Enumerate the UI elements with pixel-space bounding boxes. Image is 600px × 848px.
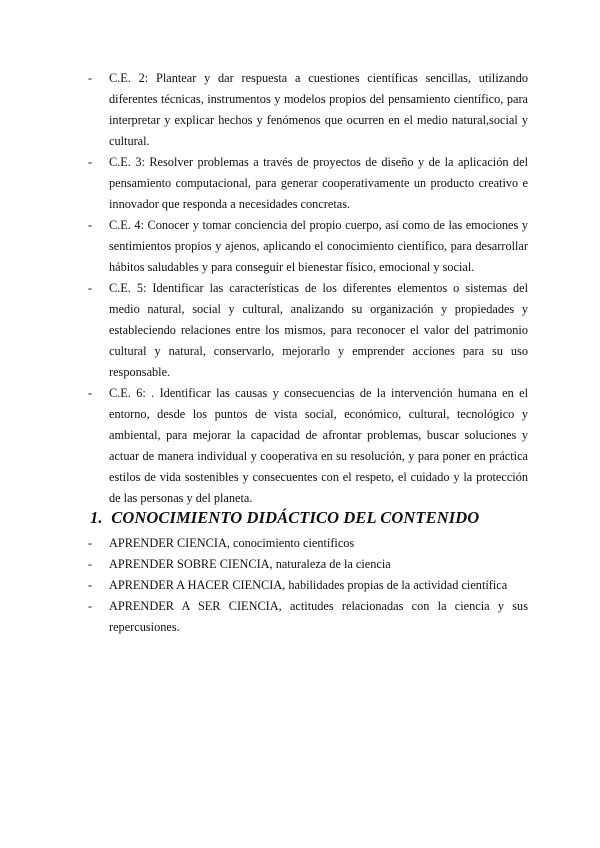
- list-item: [88, 554, 528, 575]
- item-text: C.E. 2: Plantear y dar respuesta a cuestiones científicas sencillas, utilizando diferentes técnicas, instrumentos y modelos propios del pensamiento científico, para interpretar y explicar hechos y fenómenos que ocurren en el medio natural,social y cultural.: [109, 71, 528, 148]
- list-item: [88, 215, 528, 278]
- section-heading: [90, 508, 479, 528]
- item-text: APRENDER SOBRE CIENCIA, naturaleza de la ciencia: [109, 557, 391, 571]
- item-text: APRENDER CIENCIA, conocimiento científicos: [109, 536, 355, 550]
- item-text: C.E. 4: Conocer y tomar conciencia del propio cuerpo, así como de las emociones y sentimientos propios y ajenos, aplicando el conocimiento científico, para desarrollar hábitos saludables y para conseguir el bienestar físico, emocional y social.: [109, 218, 528, 274]
- list-item: [88, 596, 528, 638]
- section-title: CONOCIMIENTO DIDÁCTICO DEL CONTENIDO: [111, 508, 480, 527]
- bullet-dash: -: [88, 557, 93, 571]
- bullet-dash: -: [88, 218, 93, 232]
- list-item: [88, 278, 528, 383]
- bullet-dash: -: [88, 536, 93, 550]
- item-text: C.E. 6: . Identificar las causas y consecuencias de la intervención humana en el entorno, desde los puntos de vista social, económico, cultural, tecnológico y ambiental, para mejorar la capacidad de afrontar problemas, buscar soluciones y actuar de manera individual y cooperativa en su resolución, y para poner en práctica estilos de vida sostenibles y consecuentes con el respeto, el cuidado y la protección de las personas y del planeta.: [109, 386, 528, 505]
- item-text: APRENDER A HACER CIENCIA, habilidades propias de la actividad científica: [109, 578, 508, 592]
- item-text: C.E. 3: Resolver problemas a través de proyectos de diseño y de la aplicación del pensamiento computacional, para generar cooperativamente un producto creativo e innovador que responda a necesidades concretas.: [109, 155, 528, 211]
- list-item: [88, 68, 528, 152]
- list-item: [88, 533, 528, 554]
- section-number: 1.: [90, 508, 103, 527]
- bullet-dash: -: [88, 155, 93, 169]
- list-item: [88, 383, 528, 509]
- list-item: [88, 152, 528, 215]
- bullet-dash: -: [88, 599, 93, 613]
- item-text: C.E. 5: Identificar las características de los diferentes elementos o sistemas del medio natural, social y cultural, analizando su organización y propiedades y estableciendo relaciones entre los mismos, para reconocer el valor del patrimonio cultural y natural, conservarlo, mejorarlo y emprender acciones para su uso responsable.: [109, 281, 528, 379]
- bullet-dash: -: [88, 71, 93, 85]
- content-list: [88, 533, 528, 638]
- bullet-dash: -: [88, 578, 93, 592]
- criteria-list: [88, 68, 528, 509]
- bullet-dash: -: [88, 281, 93, 295]
- list-item: [88, 575, 528, 596]
- bullet-dash: -: [88, 386, 93, 400]
- item-text: APRENDER A SER CIENCIA, actitudes relacionadas con la ciencia y sus repercusiones.: [109, 599, 528, 634]
